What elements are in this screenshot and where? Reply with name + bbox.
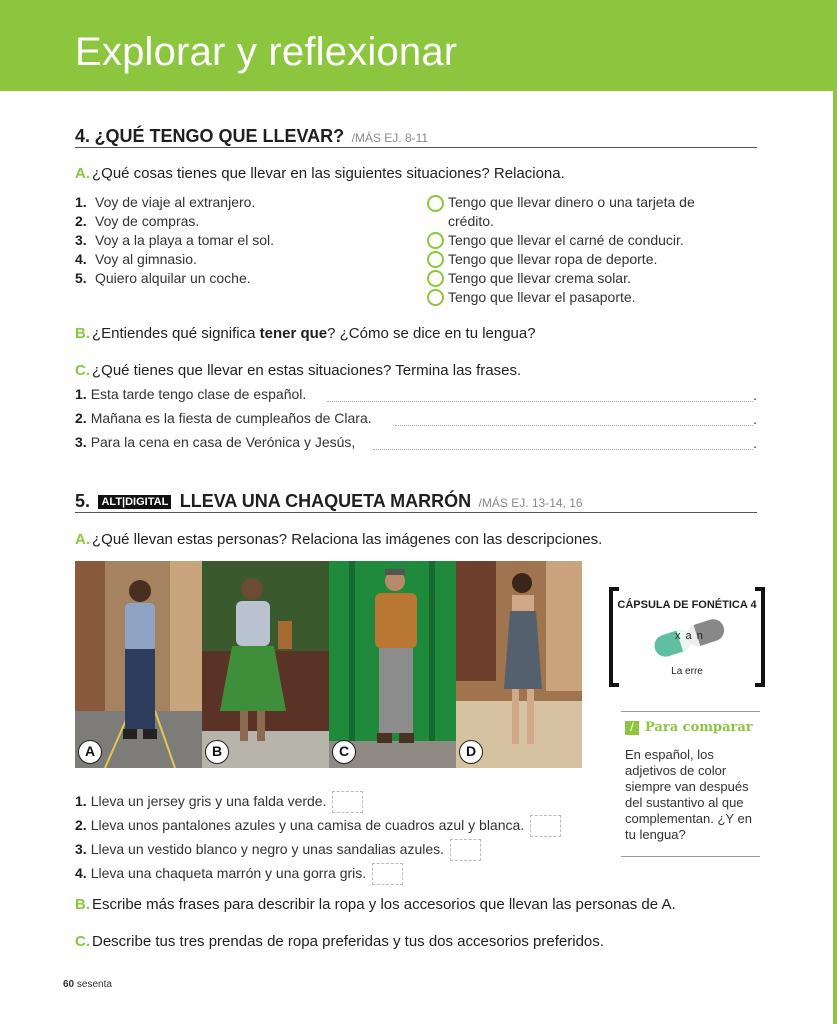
option-radio[interactable] xyxy=(427,289,444,306)
section-5b-question: B. Escribe más frases para describir la ropa y los accesorios que llevan las personas de A. xyxy=(75,896,676,913)
option-label: Tengo que llevar dinero o una tarjeta de xyxy=(448,194,695,210)
section-4a-letter: A. xyxy=(75,165,90,182)
photo-a-illustration xyxy=(75,561,202,768)
fill-in-row: 2. Mañana es la fiesta de cumpleaños de Clara. . xyxy=(75,410,757,427)
description-item: 4. Lleva una chaqueta marrón y una gorra gris. xyxy=(75,862,403,884)
phonetics-capsule[interactable] xyxy=(609,587,765,687)
photo-b xyxy=(202,561,329,768)
section-5-ref: /MÁS EJ. 13-14, 16 xyxy=(478,496,583,510)
photo-c-illustration xyxy=(329,561,456,768)
section-5c-letter: C. xyxy=(75,933,90,950)
compare-heading xyxy=(625,720,756,735)
capsule-subtitle: La erre xyxy=(671,666,703,677)
bold-term: tener que xyxy=(259,325,328,342)
compare-text: En español, los adjetivos de color siempre van después del sustantivo al que complementan. ¿Y en tu lengua? xyxy=(625,747,752,842)
list-item: 3. Voy a la playa a tomar el sol. xyxy=(75,232,274,248)
photo-b-illustration xyxy=(202,561,329,768)
capsule-title: CÁPSULA DE FONÉTICA 4 xyxy=(617,599,757,611)
photo-badge: A xyxy=(78,740,102,764)
answer-line[interactable] xyxy=(395,425,753,426)
photo-badge: C xyxy=(332,740,356,764)
compare-title: Para comparar xyxy=(645,720,753,735)
option-label-cont: crédito. xyxy=(448,213,494,229)
photo-c xyxy=(329,561,456,768)
section-4c-question: C. ¿Qué tienes que llevar en estas situaciones? Termina las frases. xyxy=(75,362,522,379)
section-5a-letter: A. xyxy=(75,531,90,548)
option-radio[interactable] xyxy=(427,232,444,249)
section-5a-question: A. ¿Qué llevan estas personas? Relaciona las imágenes con las descripciones. xyxy=(75,531,603,548)
answer-line[interactable] xyxy=(373,449,753,450)
list-item: 2. Voy de compras. xyxy=(75,213,200,229)
page-header xyxy=(0,0,837,91)
photo-d xyxy=(456,561,582,768)
option-radio[interactable] xyxy=(427,251,444,268)
capsule-letters: x a n xyxy=(675,630,704,642)
section-5-number: 5. xyxy=(75,491,91,511)
list-item: 1. Voy de viaje al extranjero. xyxy=(75,194,256,210)
section-5c-question: C. Describe tus tres prendas de ropa preferidas y tus dos accesorios preferidos. xyxy=(75,933,604,950)
option-label: Tengo que llevar crema solar. xyxy=(448,270,631,286)
answer-line[interactable] xyxy=(327,401,753,402)
section-5-heading xyxy=(75,491,757,513)
description-item: 2. Lleva unos pantalones azules y una camisa de cuadros azul y blanca. xyxy=(75,814,561,836)
fill-in-row: 1. Esta tarde tengo clase de español. . xyxy=(75,386,757,403)
section-4a-text: ¿Qué cosas tienes que llevar en las siguientes situaciones? Relaciona. xyxy=(92,165,565,182)
photo-d-illustration xyxy=(456,561,582,768)
section-4b-question: B. ¿Entiendes qué significa tener que? ¿Cómo se dice en tu lengua? xyxy=(75,325,536,342)
compare-icon: / xyxy=(625,721,639,735)
answer-box[interactable] xyxy=(450,839,481,861)
section-4b-letter: B. xyxy=(75,325,90,342)
description-item: 1. Lleva un jersey gris y una falda verde. xyxy=(75,790,363,812)
page-footer xyxy=(63,979,112,990)
section-4-heading xyxy=(75,126,757,148)
page-number: 60 xyxy=(63,979,75,990)
option-label: Tengo que llevar el carné de conducir. xyxy=(448,232,684,248)
option-label: Tengo que llevar ropa de deporte. xyxy=(448,251,658,267)
page-title: Explorar y reflexionar xyxy=(75,30,458,74)
photo-badge: D xyxy=(459,740,483,764)
answer-box[interactable] xyxy=(332,791,363,813)
page-word: sesenta xyxy=(76,979,112,990)
answer-box[interactable] xyxy=(372,863,403,885)
photo-a xyxy=(75,561,202,768)
section-5-title: LLEVA UNA CHAQUETA MARRÓN xyxy=(179,491,472,511)
section-4a-question xyxy=(75,165,565,182)
section-4-title: ¿QUÉ TENGO QUE LLEVAR? xyxy=(94,126,345,146)
alt-digital-tag: ALT|DIGITAL xyxy=(98,495,171,509)
fill-in-row: 3. Para la cena en casa de Verónica y Jesús, . xyxy=(75,434,757,451)
page-edge-bar xyxy=(833,0,837,1024)
option-radio[interactable] xyxy=(427,270,444,287)
section-5b-letter: B. xyxy=(75,896,90,913)
section-4c-letter: C. xyxy=(75,362,90,379)
option-label: Tengo que llevar el pasaporte. xyxy=(448,289,636,305)
photo-badge: B xyxy=(205,740,229,764)
section-4-ref: /MÁS EJ. 8-11 xyxy=(351,131,429,145)
answer-box[interactable] xyxy=(530,815,561,837)
compare-box xyxy=(621,711,760,857)
section-4-number: 4. xyxy=(75,126,91,146)
description-item: 3. Lleva un vestido blanco y negro y unas sandalias azules. xyxy=(75,838,481,860)
list-item: 5. Quiero alquilar un coche. xyxy=(75,270,251,286)
situations-list xyxy=(75,193,274,288)
option-radio[interactable] xyxy=(427,195,444,212)
list-item: 4. Voy al gimnasio. xyxy=(75,251,197,267)
